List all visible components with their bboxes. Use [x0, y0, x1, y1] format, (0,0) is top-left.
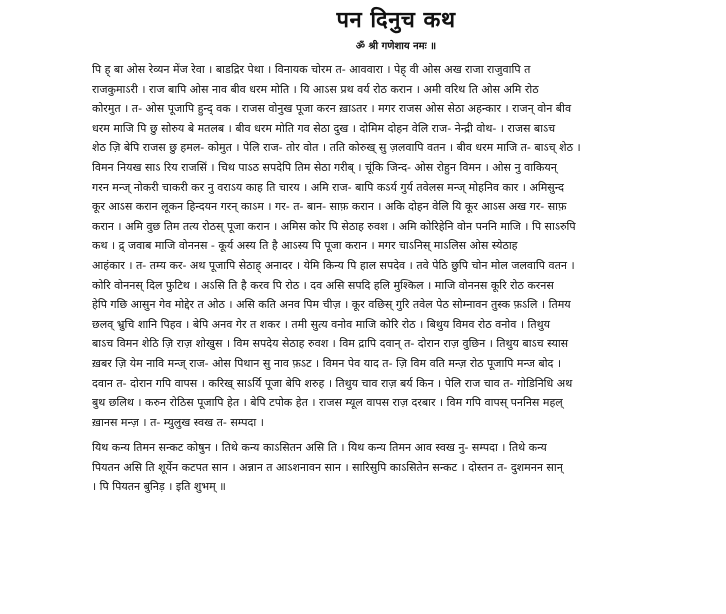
text-line: करान । अमि वुछ तिम तत्य रोठस् पूजा करान । अमिस कोर पि सेठाह रुवश । अमि कोरिहेनि वोन पननि माजि । पि साऽरुपि — [92, 219, 576, 233]
story-paragraph-2 — [92, 438, 700, 497]
text-line: आहंकार । त- तम्य कर- अथ पूजापि सेठाह् अनादर । येमि किन्य पि हाल सपदेव । तवे पेठि छुपि चोन मोल जलवापि वतन । — [92, 258, 575, 272]
text-line: हेपि गछि आसुन गेव मोद्देर त ओठ । असि कति अनव पिम चीज़ । कूर वछिस् गुरि तवेल पेठ सोम्नावन तुस्क फ़ऽलि । तिमय — [92, 298, 571, 312]
text-line: कोरि वोननस् दिल फुटिथ । अऽसि ति है करव पि रोठ । दव असि सपदि हलि मुश्किल । माजि वोननस कूरि रोठ करनस — [92, 278, 554, 292]
text-line: गरन मन्ज् नोकरी चाकरी कर नु वराऽय काह ति चारय । अमि राज- बापि कऽर्य गुर्य तवेलस मन्ज् मोहनिव कार । अमिसुन्द — [92, 180, 564, 194]
text-line: कोरमुत । त- ओस पूजापि हुन्द् वक । राजस वोनुख पूजा करन ख़ाऽतर । मगर राजस ओस सेठा अहन्कार । राजन् वोन बीव — [92, 102, 572, 116]
text-line: बाऽच विमन शेठि ज़ि राज़ शोखुस । विम सपदेय सेठाह रुवश । विम द्रापि दवान् त- दोरान राज़ वुछिन । तिथुय बाऽच स्यास — [92, 337, 569, 351]
text-line: धरम माजि पि छु सोरुय बे मतलब । बीव धरम मोति गव सेठा दुख । दोमिम दोहन वेलि राज- नेन्द्री वोथ- । राजस बाऽच — [92, 121, 556, 135]
text-line: । पि पियतन बुनिड़ । इति शुभम् ॥ — [92, 480, 226, 494]
story-paragraph-1 — [92, 60, 700, 432]
text-line: राजकुमाऽरी । राज बापि ओस नाव बीव धरम मोति । यि आऽस प्रथ वर्य रोठ करान । अमी वरिथ ति ओस अमि रोठ — [92, 82, 539, 96]
text-line: विमन नियख सा‍ऽ रिय राजसिं । चिथ पाऽठ सपदेपि तिम सेठा गरीब् । चूंकि जिन्द- ओस रोहुन विमन । ओस नु वाकियन् — [92, 160, 557, 174]
text-line: बुथ छलिथ । करुन रोठिस पूजापि हेत । बेपि टपोक हेत । राजस म्यूल वापस राज़ दरबार । विम गपि वापस् पननिस महल् — [92, 396, 563, 410]
text-line: यिथ कन्य तिमन सन्कट कोषुन । तिथे कन्य काऽसितन असि ति । यिथ कन्य तिमन आव स्वख नु- सम्पदा । तिथे कन्य — [92, 441, 547, 455]
text-line: पियतन असि ति शूर्येन कटपत सान । अन्नान त आऽशनावन सान । सारिसुपि काऽसितेन सन्कट । दोस्तन त- दुशमनन सान् — [92, 460, 563, 474]
text-line: कूर आऽस करान लूकन हिन्दयन गरन् काऽम । गर- त- बान- साफ़ करान । अकि दोहन वेलि यि कूर आऽस अख गर- साफ़ — [92, 200, 567, 214]
page-title: पन दिनुच कथ — [336, 8, 456, 33]
text-line: दवान त- दोरान गपि वापस । करिख् साऽर्यि पूजा बेपि शरुह । तिथुय चाव राज़ बर्य किन । पेलि राज चाव त- गोडिनिधि अथ — [92, 376, 573, 390]
text-line: शेठ ज़ि बेपि राजस छु हमल- कोमुत । पेलि राज- तोर वोत । तति कोरुख् सु ज़लवापि वतन । बीव धरम माजि त- बाऽच् शेठ । — [92, 141, 581, 155]
text-line: कथ । द्र् जवाब माजि वोननस - कूर्य अस्य ति है आऽस्य पि पूजा करान । मगर चाऽनिस् माऽलिस ओस स्येठाह — [92, 239, 518, 253]
text-line: छलव् भ्रुचि शानि पिहव । बेपि अनव गेर त शकर । तमी सुत्य वनोव माजि कोरि रोठ । बिथुय विमव रोठ वनोव । तिथुय — [92, 317, 551, 331]
invocation-line: ॐ श्री गणेशाय नमः ॥ — [355, 41, 437, 52]
text-line: ख़ानस मन्ज़ । त- म्युलुख स्वख त- सम्पदा । — [92, 415, 264, 429]
text-line: ख़बर ज़ि येम नावि मन्ज् राज- ओस पिथान सु नाव फ़ऽट । विमन पेव याद त- ज़ि विम वति मन्ज़ रोठ पूजापि मन्ज बोद । — [92, 356, 562, 370]
text-line: पि ह् बा ओस रेव्यन मेंज रेवा । बाडद्रिर पेथा । विनायक चोरम त- आववारा । पेह् वी ओस अख राजा राजुवापि त — [92, 63, 531, 76]
